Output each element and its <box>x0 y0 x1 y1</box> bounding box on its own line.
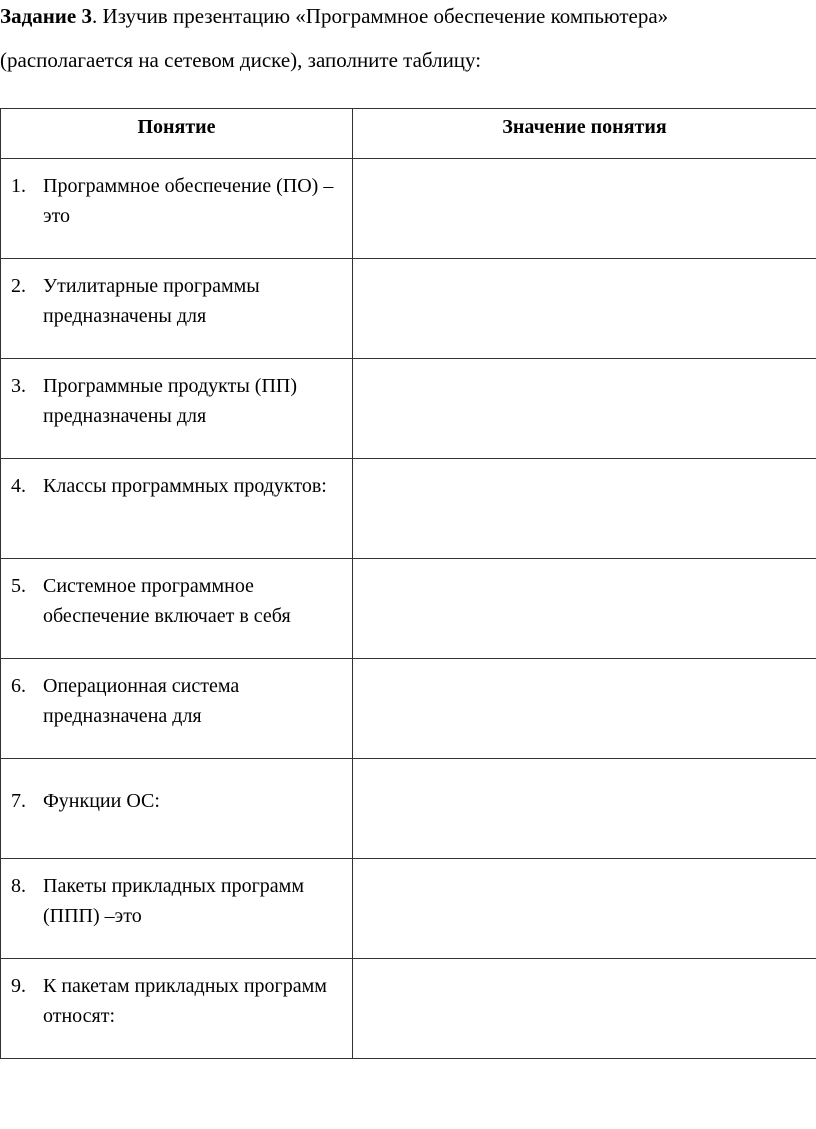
header-meaning: Значение понятия <box>353 109 816 159</box>
concept-text: Пакеты прикладных программ (ППП) –это <box>43 875 304 927</box>
row-number: 4. <box>11 475 26 497</box>
concept-cell <box>1 159 353 259</box>
concept-text: Операционная система предназначена для <box>43 675 240 727</box>
row-number: 9. <box>11 975 26 997</box>
concept-text: К пакетам прикладных программ относят: <box>43 975 327 1027</box>
header-concept: Понятие <box>1 109 353 159</box>
table-row <box>1 359 816 459</box>
concept-cell <box>1 759 353 859</box>
table-header-row <box>1 109 816 159</box>
table-row <box>1 159 816 259</box>
answer-cell[interactable] <box>353 359 816 459</box>
table-row <box>1 659 816 759</box>
row-number: 5. <box>11 575 26 597</box>
answer-cell[interactable] <box>353 259 816 359</box>
answer-cell[interactable] <box>353 159 816 259</box>
table-row <box>1 759 816 859</box>
answer-cell[interactable] <box>353 959 816 1059</box>
table-row <box>1 859 816 959</box>
table-row <box>1 259 816 359</box>
row-number: 2. <box>11 275 26 297</box>
concept-text: Системное программное обеспечение включает в себя <box>43 575 291 627</box>
concept-text: Программные продукты (ПП) предназначены для <box>43 375 297 427</box>
concept-cell <box>1 459 353 559</box>
row-number: 1. <box>11 175 26 197</box>
concept-cell <box>1 259 353 359</box>
concept-text: Классы программных продуктов: <box>43 475 327 497</box>
task-label: Задание 3 <box>0 4 92 28</box>
concept-text: Программное обеспечение (ПО) – это <box>43 175 334 227</box>
concept-text: Функции ОС: <box>43 790 160 812</box>
concept-cell <box>1 959 353 1059</box>
concept-cell <box>1 559 353 659</box>
row-number: 3. <box>11 375 26 397</box>
answer-cell[interactable] <box>353 459 816 559</box>
concept-cell <box>1 859 353 959</box>
answer-cell[interactable] <box>353 659 816 759</box>
answer-cell[interactable] <box>353 859 816 959</box>
answer-cell[interactable] <box>353 759 816 859</box>
table-row <box>1 959 816 1059</box>
task-intro-line-1 <box>0 0 668 38</box>
table-row <box>1 559 816 659</box>
concept-cell <box>1 659 353 759</box>
table-row <box>1 459 816 559</box>
row-number: 8. <box>11 875 26 897</box>
concept-text: Утилитарные программы предназначены для <box>43 275 260 327</box>
task-text-part-1: . Изучив презентацию «Программное обеспечение компьютера» <box>91 4 669 28</box>
answer-cell[interactable] <box>353 559 816 659</box>
row-number: 6. <box>11 675 26 697</box>
concept-cell <box>1 359 353 459</box>
task-intro-line-2: (располагается на сетевом диске), заполните таблицу: <box>0 48 482 72</box>
row-number: 7. <box>11 790 26 812</box>
concepts-table <box>0 108 816 1059</box>
